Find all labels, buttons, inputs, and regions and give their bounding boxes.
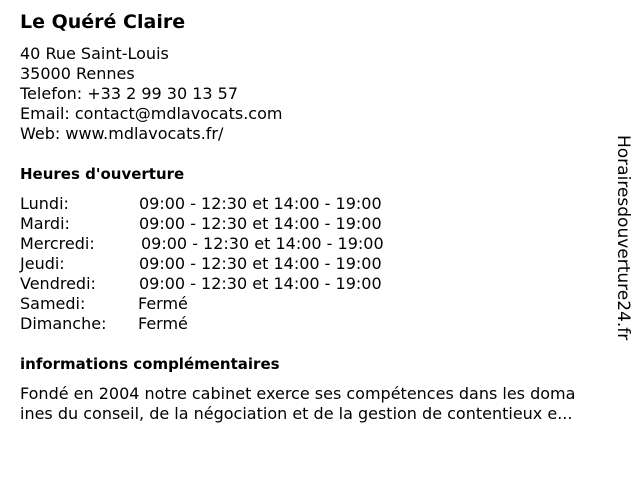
hours-time: 09:00 - 12:30 et 14:00 - 19:00	[139, 274, 382, 293]
hours-day: Lundi:	[20, 194, 69, 213]
site-watermark: Horairesdouverture24.fr	[613, 135, 633, 341]
hours-day: Mercredi:	[20, 234, 95, 253]
email-line: Email: contact@mdlavocats.com	[20, 104, 283, 123]
address-city: 35000 Rennes	[20, 64, 135, 83]
address-street: 40 Rue Saint-Louis	[20, 44, 169, 63]
contact-block	[20, 44, 282, 144]
hours-time: Fermé	[138, 314, 188, 333]
description-line: Fondé en 2004 notre cabinet exerce ses compétences dans les doma	[20, 384, 576, 403]
business-name: Le Quéré Claire	[20, 11, 186, 33]
additional-info-heading: informations complémentaires	[20, 355, 280, 373]
hours-time: 09:00 - 12:30 et 14:00 - 19:00	[139, 254, 382, 273]
hours-day: Vendredi:	[20, 274, 96, 293]
phone-line: Telefon: +33 2 99 30 13 57	[20, 84, 239, 103]
opening-hours-heading: Heures d'ouverture	[20, 165, 185, 183]
hours-day: Jeudi:	[20, 254, 65, 273]
description-line: ines du conseil, de la négociation et de la gestion de contentieux e...	[20, 404, 573, 423]
hours-time: 09:00 - 12:30 et 14:00 - 19:00	[141, 234, 384, 253]
hours-time: Fermé	[138, 294, 188, 313]
hours-day: Mardi:	[20, 214, 70, 233]
description-text	[20, 384, 575, 424]
hours-time: 09:00 - 12:30 et 14:00 - 19:00	[139, 214, 382, 233]
hours-time: 09:00 - 12:30 et 14:00 - 19:00	[139, 194, 382, 213]
hours-day: Dimanche:	[20, 314, 107, 333]
hours-day: Samedi:	[20, 294, 86, 313]
web-line: Web: www.mdlavocats.fr/	[20, 124, 224, 143]
